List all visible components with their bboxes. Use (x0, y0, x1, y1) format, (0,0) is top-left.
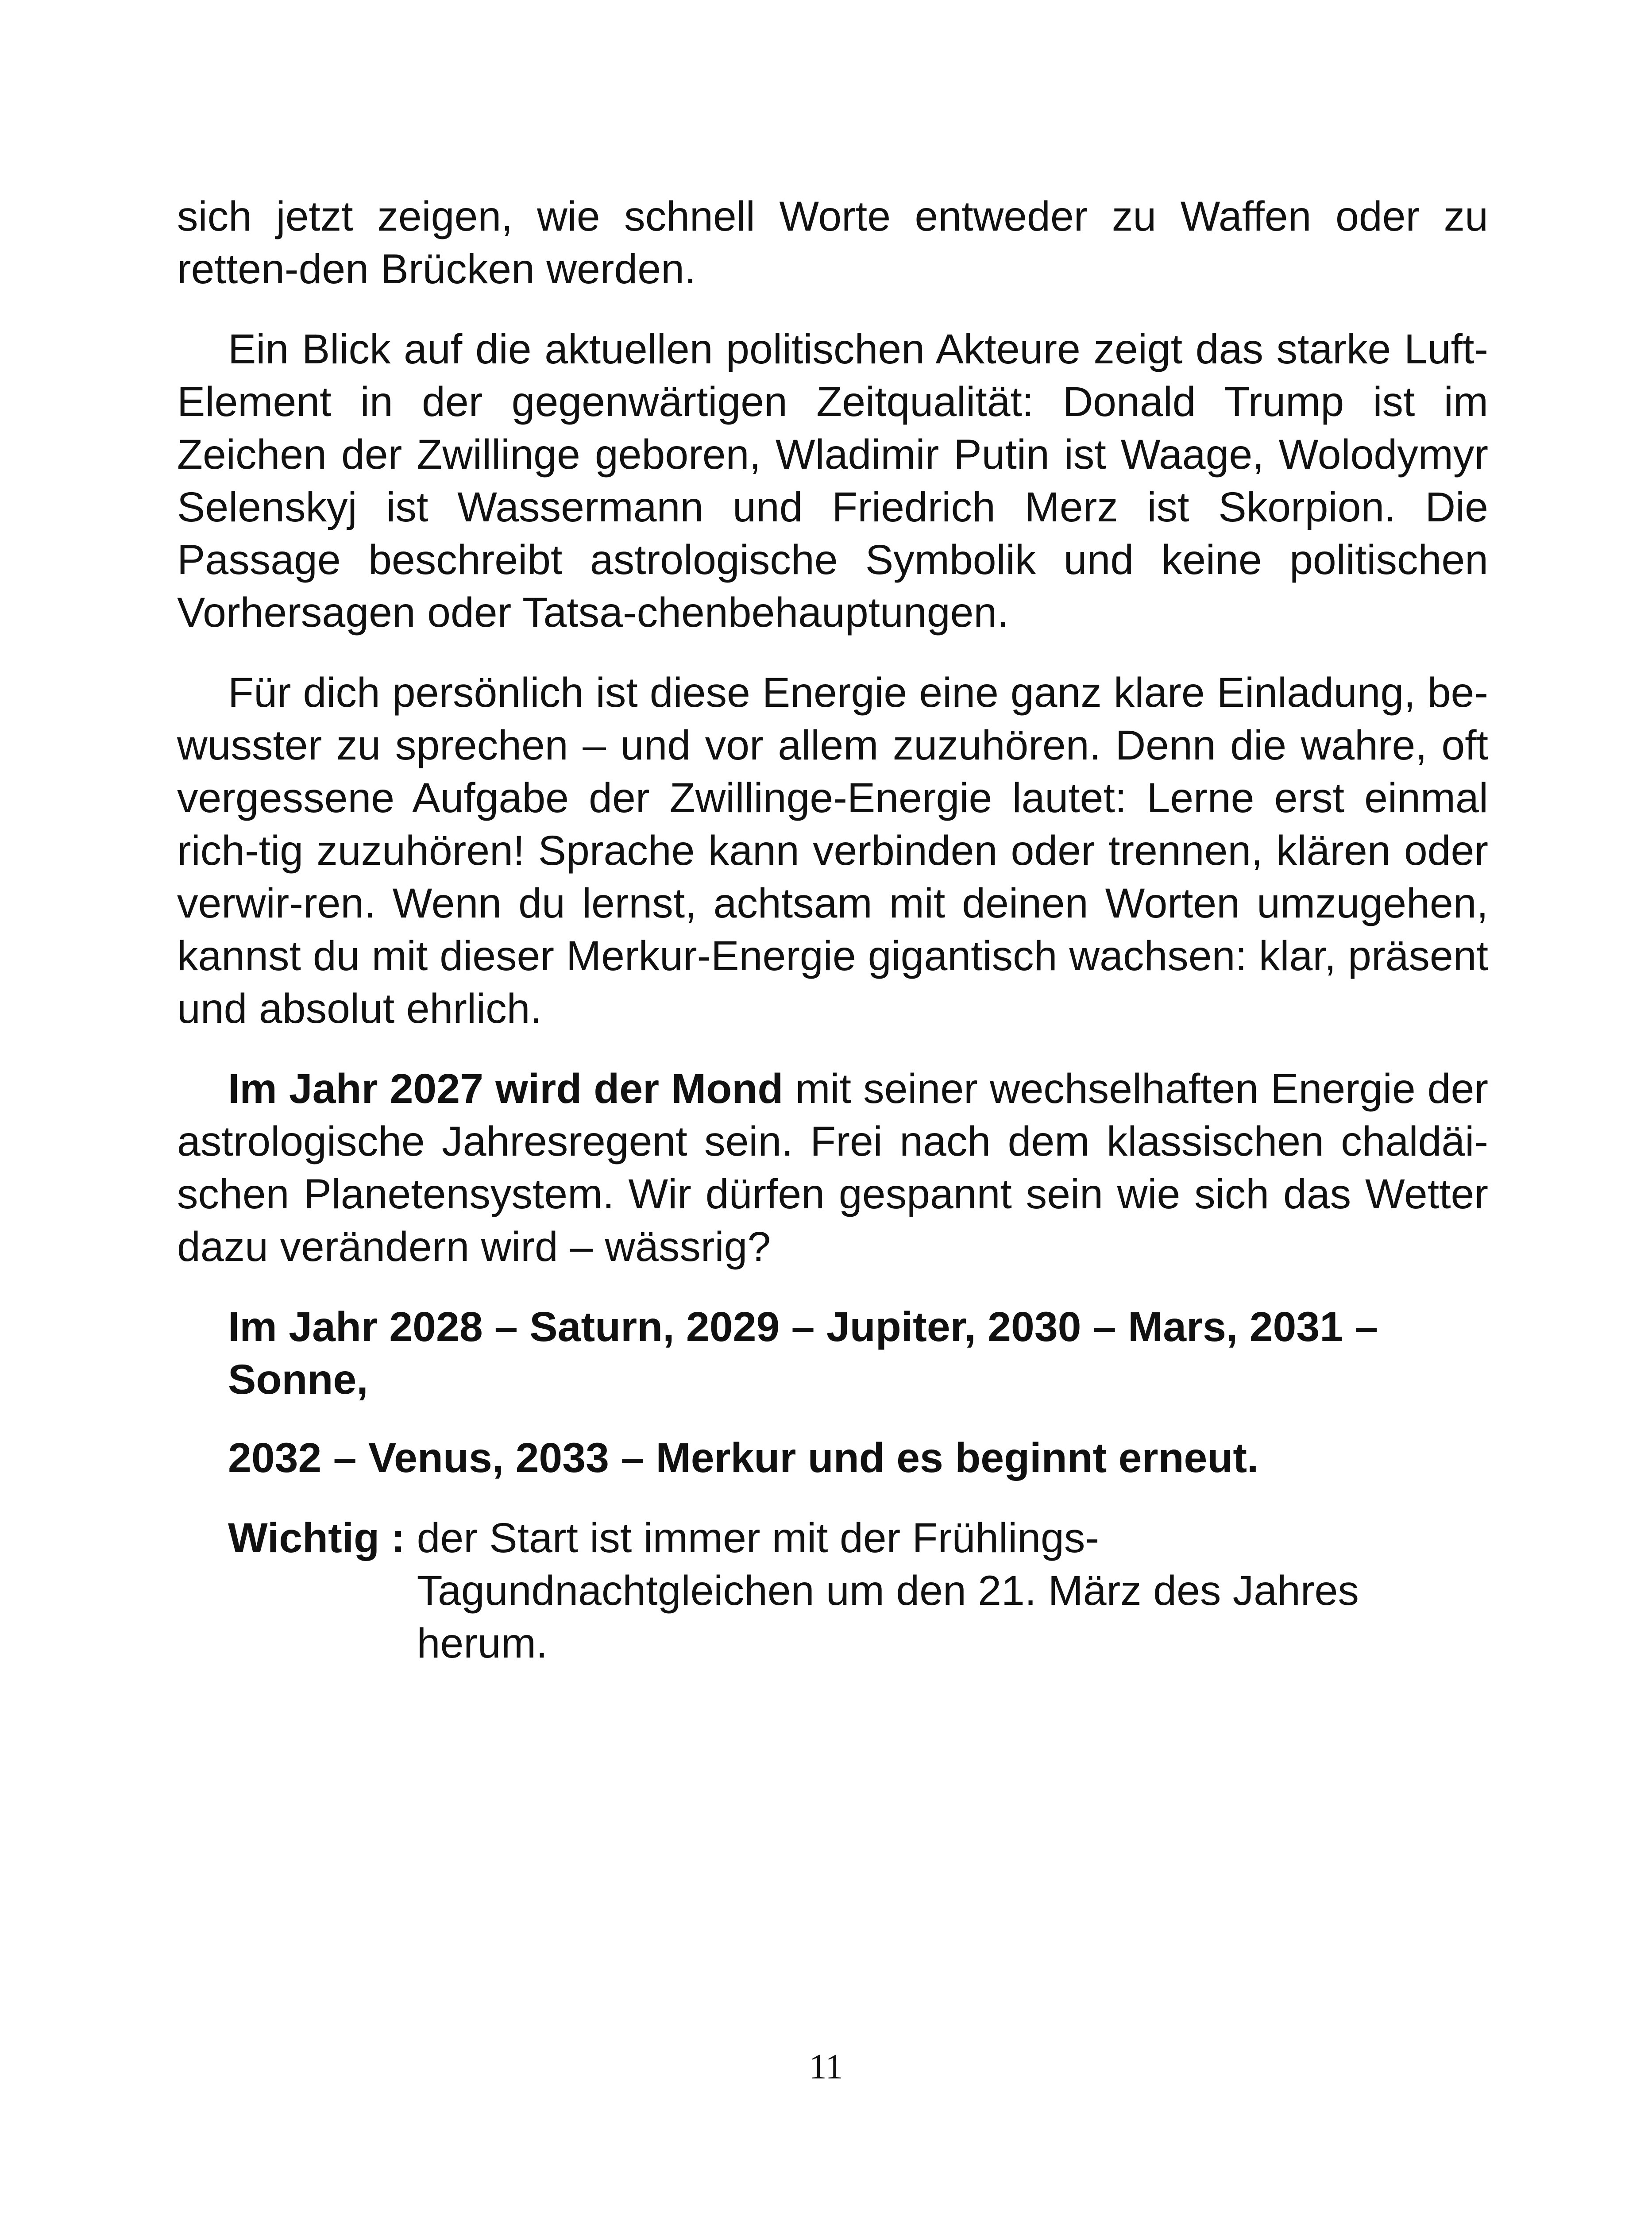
paragraph-1: sich jetzt zeigen, wie schnell Worte entweder zu Waffen oder zu retten-den Brücken werden. (177, 193, 1488, 293)
important-text: der Start ist immer mit der Frühlings-Tagundnachtgleichen um den 21. März des Jahres herum. (417, 1515, 1359, 1667)
paragraph-4 (177, 1063, 1488, 1273)
paragraph-4-bold-lead: Im Jahr 2027 wird der Mond (228, 1065, 784, 1112)
paragraph-3: Für dich persönlich ist diese Energie eine ganz klare Einladung, be-wusster zu sprechen – und vor allem zuzuhören. Denn die wahre, oft vergessene Aufgabe der Zwillinge-Energie lautet: Lerne erst einmal rich-tig zuzuhören! Sprache kann verbinden oder trennen, klären oder verwir-ren. Wenn du lernst, achtsam mit deinen Worten umzugehen, kannst du mit dieser Merkur-Energie gigantisch wachsen: klar, präsent und absolut ehrlich. (177, 669, 1488, 1032)
years-line-2: 2032 – Venus, 2033 – Merkur und es beginnt erneut. (228, 1434, 1259, 1481)
years-line-1: Im Jahr 2028 – Saturn, 2029 – Jupiter, 2030 – Mars, 2031 – Sonne, (228, 1303, 1378, 1403)
important-note (177, 1512, 1488, 1670)
paragraph-2: Ein Blick auf die aktuellen politischen Akteure zeigt das starke Luft-Element in der gegenwärtigen Zeitqualität: Donald Trump ist im Zeichen der Zwillinge geboren, Wladimir Putin ist Waage, Wolodymyr Selenskyj ist Wassermann und Friedrich Merz ist Skorpion. Die Passage beschreibt astrologische Symbolik und keine politischen Vorhersagen oder Tatsa-chenbehauptungen. (177, 326, 1488, 636)
important-label: Wichtig : (228, 1515, 417, 1561)
paragraph-4-rest: mit seiner wechselhaften Energie der astrologische Jahresregent sein. Frei nach dem klassischen chaldäi-schen Planetensystem. Wir dürfen gespannt sein wie sich das Wetter dazu verändern wird – wässrig? (177, 1065, 1488, 1270)
page-body (177, 190, 1488, 1670)
page-number: 11 (809, 2047, 843, 2086)
